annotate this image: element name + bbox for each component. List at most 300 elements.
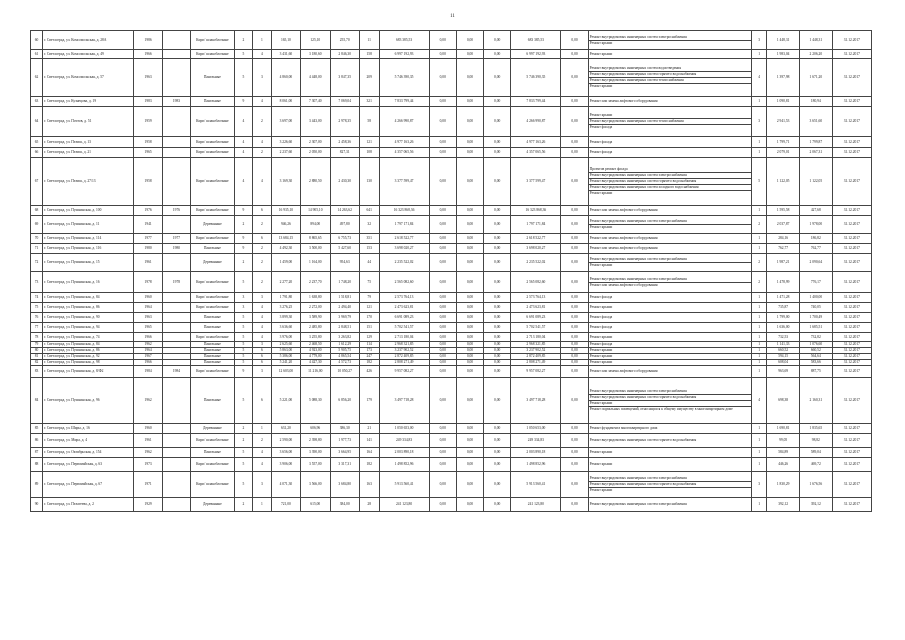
- cell-year-commissioned: 1978: [162, 272, 190, 293]
- cell-address: г. Светлоград, ул. Пушкинская, д. 94: [42, 323, 134, 333]
- cell-fund-regional: 0,00: [456, 472, 483, 498]
- cell-unit-cost: 584,89: [767, 448, 800, 458]
- cell-deadline: 31.12.2017: [832, 366, 871, 378]
- cell-owners-funds: 1 797 171,84: [511, 216, 561, 234]
- cell-fund-federal: 0,00: [429, 216, 456, 234]
- work-item: Ремонт или замена лифтового оборудования: [589, 369, 658, 374]
- cell-address: г. Светлоград, ул. Шары, д. 16: [42, 424, 134, 434]
- cell-unit-cost: 660,52: [767, 348, 800, 354]
- work-item: Ремонт внутридомовых инженерных систем горячего водоснабжения: [589, 72, 751, 78]
- cell-total-cost: 9 957 082,27: [379, 366, 429, 378]
- cell-work-count: 1: [752, 244, 767, 254]
- cell-wall-material: Кирп/ шлакоблочные: [191, 458, 235, 472]
- cell-other-funds: 0,00: [561, 216, 588, 234]
- cell-max-unit-cost: 589,04: [799, 448, 832, 458]
- work-item: Ремонт или замена лифтового оборудования: [589, 282, 658, 287]
- cell-fund-local: 0,00: [484, 434, 511, 448]
- cell-address: г. Светлоград, ул. Октябрьская, д. 154: [42, 448, 134, 458]
- cell-floors: 5: [234, 360, 253, 366]
- cell-deadline: 31.12.2017: [832, 323, 871, 333]
- table-row: [31, 458, 872, 472]
- cell-year-commissioned: [162, 434, 190, 448]
- cell-address: г. Светлоград, ул. Пушкинская, д. 86: [42, 348, 134, 354]
- cell-max-unit-cost: 98,82: [799, 434, 832, 448]
- work-item: Проектов ремонт фасада: [589, 167, 751, 173]
- cell-fund-local: 0,00: [484, 97, 511, 107]
- table-row: [31, 303, 872, 313]
- cell-total-area: 3 697,00: [271, 107, 300, 137]
- cell-living-area: 3 390,00: [301, 448, 330, 458]
- cell-unit-cost: 1 397,98: [767, 59, 800, 97]
- cell-total-cost: 5 913 560,41: [379, 472, 429, 498]
- work-item: Ремонт или замена лифтового оборудования: [589, 236, 658, 241]
- cell-deadline: 31.12.2017: [832, 148, 871, 158]
- cell-owned-area: 497,80: [330, 216, 359, 234]
- cell-total-area: 3 636,60: [271, 323, 300, 333]
- cell-work-types: [588, 498, 751, 512]
- cell-fund-local: 0,00: [484, 448, 511, 458]
- cell-floors: 2: [234, 31, 253, 50]
- cell-deadline: 31.12.2017: [832, 424, 871, 434]
- cell-fund-regional: 0,00: [456, 272, 483, 293]
- work-item: Ремонт внутридомовых инженерных систем холодного водоснабжения: [589, 185, 751, 191]
- cell-address: г. Светлоград, ул. Пушкинская, д. 16: [42, 272, 134, 293]
- cell-year-commissioned: 1984: [162, 366, 190, 378]
- cell-address: г. Светлоград, ул. Пелагеева, д. 2: [42, 498, 134, 512]
- work-item: Ремонт крыши: [589, 225, 613, 230]
- cell-work-types: [588, 50, 751, 59]
- cell-total-cost: 2 968 321,85: [379, 342, 429, 348]
- cell-work-types: [588, 366, 751, 378]
- cell-owners-funds: 5 746 390,35: [511, 59, 561, 97]
- cell-row-number: 60: [31, 31, 43, 50]
- cell-fund-local: 0,00: [484, 293, 511, 303]
- cell-living-area: 11 216,00: [301, 366, 330, 378]
- cell-other-funds: 0,00: [561, 254, 588, 272]
- cell-total-cost: 2 565 082,60: [379, 272, 429, 293]
- cell-other-funds: 0,00: [561, 234, 588, 244]
- cell-entrances: 4: [253, 137, 272, 148]
- cell-living-area: 4 427,30: [301, 360, 330, 366]
- cell-max-unit-cost: 469,72: [799, 458, 832, 472]
- cell-work-types: [588, 313, 751, 323]
- cell-year-built: 1941: [134, 216, 162, 234]
- cell-other-funds: 0,00: [561, 434, 588, 448]
- cell-fund-federal: 0,00: [429, 342, 456, 348]
- cell-unit-cost: 1 595,58: [767, 206, 800, 216]
- cell-year-built: 1964: [134, 348, 162, 354]
- cell-year-built: 1962: [134, 378, 162, 424]
- cell-address: г. Светлоград, ул. Пушкинская, д. 86: [42, 303, 134, 313]
- cell-total-area: 4 071,30: [271, 472, 300, 498]
- work-item: Ремонт или замена лифтового оборудования: [589, 208, 658, 213]
- work-item: Ремонт крыши: [589, 354, 613, 359]
- cell-year-commissioned: [162, 148, 190, 158]
- cell-living-area: 2 307,00: [301, 137, 330, 148]
- work-item: Ремонт крыши: [589, 113, 751, 119]
- cell-year-commissioned: [162, 31, 190, 50]
- cell-address: г. Светлоград, ул. Пушкинская, д. 98: [42, 360, 134, 366]
- cell-residents: 141: [359, 434, 379, 448]
- cell-fund-federal: 0,00: [429, 59, 456, 97]
- cell-residents: 641: [359, 206, 379, 216]
- cell-address: г. Светлоград, ул. Комсомольская, д. 49: [42, 50, 134, 59]
- cell-owned-area: 2 430,30: [330, 158, 359, 206]
- cell-year-built: 1966: [134, 333, 162, 342]
- cell-entrances: 2: [253, 244, 272, 254]
- cell-total-area: 3 899,30: [271, 313, 300, 323]
- cell-total-cost: 2 872 409,85: [379, 354, 429, 360]
- cell-owned-area: 1 977,73: [330, 434, 359, 448]
- cell-fund-regional: 0,00: [456, 137, 483, 148]
- cell-owners-funds: 2 618 522,77: [511, 234, 561, 244]
- cell-entrances: 2: [253, 272, 272, 293]
- cell-owned-area: 6 856,20: [330, 378, 359, 424]
- cell-total-cost: 2 003 890,18: [379, 448, 429, 458]
- cell-entrances: 1: [253, 498, 272, 512]
- cell-other-funds: 0,00: [561, 50, 588, 59]
- cell-entrances: 3: [253, 472, 272, 498]
- cell-work-count: 1: [752, 97, 767, 107]
- cell-year-commissioned: 1980: [162, 244, 190, 254]
- cell-total-cost: 7 833 799,44: [379, 97, 429, 107]
- cell-owned-area: 6 755,73: [330, 234, 359, 244]
- cell-work-types: [588, 234, 751, 244]
- cell-residents: 173: [359, 348, 379, 354]
- work-item: Ремонт крыши: [589, 84, 613, 89]
- cell-max-unit-cost: 1 676,56: [799, 472, 832, 498]
- cell-total-cost: 249 334,83: [379, 434, 429, 448]
- cell-fund-regional: 0,00: [456, 378, 483, 424]
- cell-living-area: 3 255,80: [301, 333, 330, 342]
- cell-work-count: 1: [752, 303, 767, 313]
- cell-fund-regional: 0,00: [456, 360, 483, 366]
- cell-residents: 170: [359, 313, 379, 323]
- work-item: Ремонт фасада: [589, 139, 613, 144]
- cell-year-commissioned: [162, 158, 190, 206]
- cell-year-commissioned: [162, 333, 190, 342]
- cell-owners-funds: 249 334,83: [511, 434, 561, 448]
- cell-wall-material: Деревянные: [191, 216, 235, 234]
- cell-address: г. Светлоград, ул. Мира, д. 4: [42, 434, 134, 448]
- cell-work-count: 2: [752, 254, 767, 272]
- cell-max-unit-cost: 887,75: [799, 366, 832, 378]
- work-item: Ремонт подвальных помещений, относящихся к общему имуществу в многоквартирном доме: [589, 407, 733, 412]
- cell-owners-funds: 2 003 890,18: [511, 448, 561, 458]
- cell-address: г. Светлоград, ул. Первомайская, д. 63: [42, 458, 134, 472]
- cell-floors: 3: [234, 293, 253, 303]
- cell-other-funds: 0,00: [561, 137, 588, 148]
- cell-fund-regional: 0,00: [456, 107, 483, 137]
- work-item: Ремонт фасада: [589, 125, 613, 130]
- cell-deadline: 31.12.2017: [832, 498, 871, 512]
- cell-row-number: 72: [31, 254, 43, 272]
- cell-year-built: 1978: [134, 272, 162, 293]
- cell-work-count: 1: [752, 313, 767, 323]
- cell-owned-area: 4 865,54: [330, 354, 359, 360]
- cell-year-built: 1966: [134, 50, 162, 59]
- cell-year-built: 1963: [134, 59, 162, 97]
- table-row: [31, 424, 872, 434]
- table-row: [31, 234, 872, 244]
- cell-owners-funds: 6 997 192,93: [511, 50, 561, 59]
- cell-row-number: 86: [31, 434, 43, 448]
- cell-living-area: 2 485,80: [301, 323, 330, 333]
- cell-wall-material: Панельные: [191, 448, 235, 458]
- cell-owners-funds: 3 237 902,52: [511, 348, 561, 354]
- cell-living-area: 2 398,80: [301, 434, 330, 448]
- cell-work-types: [588, 158, 751, 206]
- cell-residents: 79: [359, 293, 379, 303]
- cell-floors: 9: [234, 206, 253, 216]
- cell-fund-federal: 0,00: [429, 31, 456, 50]
- cell-row-number: 63: [31, 97, 43, 107]
- cell-deadline: 31.12.2017: [832, 378, 871, 424]
- cell-row-number: 79: [31, 342, 43, 348]
- cell-entrances: 3: [253, 366, 272, 378]
- cell-total-area: 1 459,00: [271, 254, 300, 272]
- work-item: Ремонт внутридомовых инженерных систем теплоснабжения: [589, 78, 751, 84]
- cell-living-area: 3 180,60: [301, 50, 330, 59]
- cell-living-area: 2 880,50: [301, 158, 330, 206]
- cell-address: г. Светлоград, ул. Первомайская, д. 67: [42, 472, 134, 498]
- table-row: [31, 333, 872, 342]
- cell-entrances: 4: [253, 313, 272, 323]
- cell-address: г. Светлоград, ул. Комсомольская, д. 57: [42, 59, 134, 97]
- cell-year-commissioned: [162, 303, 190, 313]
- work-item: Ремонт крыши: [589, 360, 613, 365]
- cell-fund-local: 0,00: [484, 216, 511, 234]
- cell-unit-cost: 1 830,29: [767, 472, 800, 498]
- cell-unit-cost: 594,15: [767, 354, 800, 360]
- cell-other-funds: 0,00: [561, 378, 588, 424]
- cell-owned-area: 5 905,75: [330, 348, 359, 354]
- cell-entrances: 4: [253, 333, 272, 342]
- table-row: [31, 378, 872, 424]
- work-item: Ремонт внутридомовых инженерных систем электроснабжения: [589, 277, 751, 283]
- cell-row-number: 73: [31, 272, 43, 293]
- cell-year-commissioned: [162, 323, 190, 333]
- cell-row-number: 84: [31, 378, 43, 424]
- table-row: [31, 498, 872, 512]
- cell-residents: 28: [359, 498, 379, 512]
- table-row: [31, 206, 872, 216]
- cell-row-number: 81: [31, 354, 43, 360]
- cell-year-built: 1984: [134, 366, 162, 378]
- cell-owned-area: 386,30: [330, 424, 359, 434]
- cell-row-number: 64: [31, 107, 43, 137]
- cell-other-funds: 0,00: [561, 348, 588, 354]
- cell-deadline: 31.12.2017: [832, 234, 871, 244]
- cell-floors: 5: [234, 313, 253, 323]
- cell-owned-area: 1 612,29: [330, 342, 359, 348]
- cell-total-cost: 1 498 852,96: [379, 458, 429, 472]
- cell-owned-area: 2 458,36: [330, 137, 359, 148]
- work-item: Ремонт или замена лифтового оборудования: [589, 99, 658, 104]
- cell-fund-regional: 0,00: [456, 216, 483, 234]
- cell-work-types: [588, 333, 751, 342]
- cell-row-number: 89: [31, 472, 43, 498]
- cell-deadline: 31.12.2017: [832, 303, 871, 313]
- cell-fund-federal: 0,00: [429, 360, 456, 366]
- cell-floors: 5: [234, 378, 253, 424]
- cell-year-commissioned: [162, 458, 190, 472]
- cell-work-count: 1: [752, 148, 767, 158]
- cell-address: г. Светлоград, ул. Пушкинская, д. 15: [42, 254, 134, 272]
- cell-row-number: 68: [31, 206, 43, 216]
- cell-floors: 4: [234, 148, 253, 158]
- cell-fund-local: 0,00: [484, 366, 511, 378]
- work-item: Ремонт внутридомовых инженерных систем теплоснабжения: [589, 119, 751, 125]
- cell-fund-federal: 0,00: [429, 158, 456, 206]
- cell-deadline: 31.12.2017: [832, 448, 871, 458]
- cell-wall-material: Кирп/ шлакоблочные: [191, 333, 235, 342]
- cell-fund-federal: 0,00: [429, 50, 456, 59]
- cell-year-built: 1965: [134, 148, 162, 158]
- cell-floors: 5: [234, 348, 253, 354]
- cell-year-built: 1960: [134, 293, 162, 303]
- cell-deadline: 31.12.2017: [832, 31, 871, 50]
- cell-living-area: 3 589,90: [301, 313, 330, 323]
- cell-fund-local: 0,00: [484, 348, 511, 354]
- cell-fund-federal: 0,00: [429, 313, 456, 323]
- cell-row-number: 78: [31, 333, 43, 342]
- cell-fund-regional: 0,00: [456, 354, 483, 360]
- table-row: [31, 244, 872, 254]
- cell-owners-funds: 4 357 065,56: [511, 148, 561, 158]
- cell-wall-material: Панельные: [191, 360, 235, 366]
- cell-address: г. Светлоград, ул. Пушкинская, д. 11: [42, 216, 134, 234]
- cell-fund-local: 0,00: [484, 107, 511, 137]
- cell-address: г. Светлоград, ул. Пушкинская, д. 100: [42, 206, 134, 216]
- cell-residents: 114: [359, 342, 379, 348]
- cell-total-area: 631,20: [271, 424, 300, 434]
- cell-year-built: 1966: [134, 360, 162, 366]
- cell-floors: 4: [234, 107, 253, 137]
- cell-total-area: 165,10: [271, 31, 300, 50]
- cell-deadline: 31.12.2017: [832, 360, 871, 366]
- cell-max-unit-cost: 762,77: [799, 244, 832, 254]
- cell-unit-cost: 1 799,71: [767, 137, 800, 148]
- cell-owned-area: 1 748,20: [330, 272, 359, 293]
- cell-total-area: 721,00: [271, 498, 300, 512]
- cell-max-unit-cost: 3 651,60: [799, 107, 832, 137]
- cell-fund-federal: 0,00: [429, 148, 456, 158]
- cell-total-cost: 2 808 271,49: [379, 360, 429, 366]
- cell-total-area: 3 226,60: [271, 137, 300, 148]
- work-item: Ремонт внутридомовых инженерных систем электроснабжения: [589, 257, 751, 263]
- cell-owners-funds: 2 573 764,13: [511, 293, 561, 303]
- cell-work-count: 4: [752, 378, 767, 424]
- work-item: Ремонт фасада: [589, 342, 613, 347]
- cell-work-count: 1: [752, 354, 767, 360]
- cell-entrances: 1: [253, 424, 272, 434]
- cell-residents: 179: [359, 378, 379, 424]
- table-row: [31, 59, 872, 97]
- cell-row-number: 83: [31, 366, 43, 378]
- cell-fund-federal: 0,00: [429, 378, 456, 424]
- cell-year-built: 1962: [134, 448, 162, 458]
- cell-other-funds: 0,00: [561, 303, 588, 313]
- cell-fund-regional: 0,00: [456, 50, 483, 59]
- cell-fund-federal: 0,00: [429, 303, 456, 313]
- cell-work-count: 1: [752, 293, 767, 303]
- cell-owners-funds: 2 713 180,04: [511, 333, 561, 342]
- cell-total-area: 2 590,00: [271, 434, 300, 448]
- table-row: [31, 254, 872, 272]
- cell-total-area: 13 684,15: [271, 234, 300, 244]
- cell-wall-material: Деревянные: [191, 254, 235, 272]
- cell-row-number: 75: [31, 303, 43, 313]
- work-item: Ремонт внутридомовых инженерных систем водоотведения: [589, 66, 751, 72]
- cell-fund-regional: 0,00: [456, 206, 483, 216]
- cell-total-cost: 1 050 653,00: [379, 424, 429, 434]
- cell-work-types: [588, 107, 751, 137]
- cell-work-count: 1: [752, 366, 767, 378]
- cell-other-funds: 0,00: [561, 272, 588, 293]
- cell-unit-cost: 1 448,31: [767, 31, 800, 50]
- cell-deadline: 31.12.2017: [832, 50, 871, 59]
- cell-total-area: 3 276,25: [271, 303, 300, 313]
- cell-year-built: 1963: [134, 313, 162, 323]
- cell-residents: 130: [359, 158, 379, 206]
- cell-wall-material: Панельные: [191, 244, 235, 254]
- cell-address: г. Светлоград, ул. Пушкинская, д. 74: [42, 333, 134, 342]
- cell-residents: 58: [359, 107, 379, 137]
- table-row: [31, 366, 872, 378]
- cell-max-unit-cost: 660,52: [799, 348, 832, 354]
- cell-year-commissioned: 1983: [162, 97, 190, 107]
- cell-deadline: 31.12.2017: [832, 107, 871, 137]
- cell-residents: 426: [359, 366, 379, 378]
- cell-deadline: 31.12.2017: [832, 137, 871, 148]
- cell-entrances: 2: [253, 254, 272, 272]
- cell-fund-federal: 0,00: [429, 272, 456, 293]
- cell-floors: 4: [234, 137, 253, 148]
- cell-total-area: 8 061,00: [271, 97, 300, 107]
- cell-work-types: [588, 323, 751, 333]
- cell-deadline: 31.12.2017: [832, 206, 871, 216]
- cell-year-built: 1983: [134, 97, 162, 107]
- cell-row-number: 77: [31, 323, 43, 333]
- cell-deadline: 31.12.2017: [832, 272, 871, 293]
- cell-fund-regional: 0,00: [456, 303, 483, 313]
- cell-work-types: [588, 448, 751, 458]
- cell-fund-local: 0,00: [484, 234, 511, 244]
- work-item: Ремонт крыши: [589, 334, 613, 339]
- cell-address: г. Светлоград, ул. Пушкинская, д. 8/Ф2: [42, 366, 134, 378]
- cell-fund-federal: 0,00: [429, 293, 456, 303]
- cell-fund-regional: 0,00: [456, 254, 483, 272]
- cell-owners-funds: 2 473 623,81: [511, 303, 561, 313]
- work-item: Ремонт фасада: [589, 325, 613, 330]
- cell-total-cost: 2 473 623,81: [379, 303, 429, 313]
- cell-owned-area: 2 978,35: [330, 107, 359, 137]
- cell-fund-regional: 0,00: [456, 244, 483, 254]
- cell-year-built: 1980: [134, 244, 162, 254]
- cell-total-cost: 5 746 390,35: [379, 59, 429, 97]
- cell-living-area: 3 500,00: [301, 244, 330, 254]
- cell-floors: 2: [234, 498, 253, 512]
- cell-row-number: 80: [31, 348, 43, 354]
- cell-row-number: 61: [31, 50, 43, 59]
- cell-work-types: [588, 458, 751, 472]
- cell-year-commissioned: [162, 59, 190, 97]
- cell-year-commissioned: [162, 216, 190, 234]
- cell-fund-regional: 0,00: [456, 293, 483, 303]
- cell-owners-funds: 3 497 718,28: [511, 378, 561, 424]
- cell-total-cost: 16 323 868,36: [379, 206, 429, 216]
